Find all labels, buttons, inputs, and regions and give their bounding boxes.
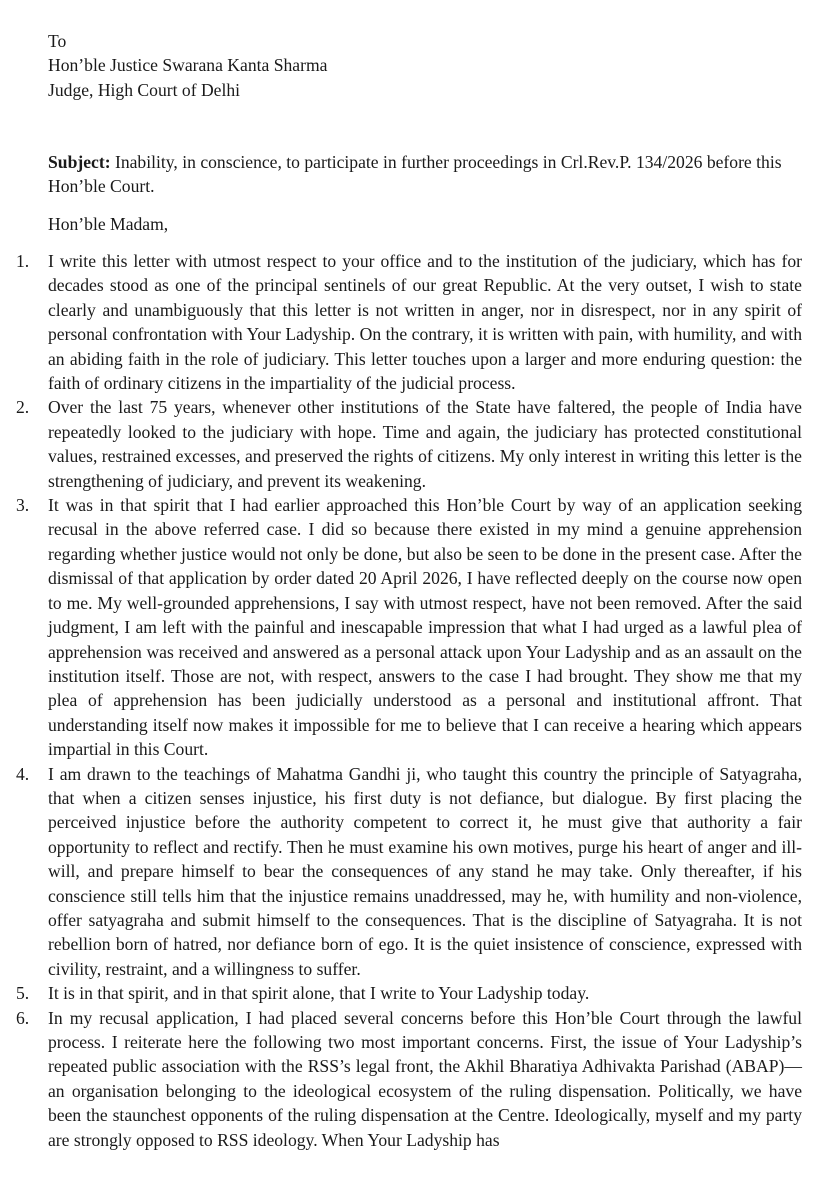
paragraph-text: It was in that spirit that I had earlier approached this Hon’ble Court by way of an application seeking recusal in the above referred case. I did so because there existed in my mind a genuine apprehension regarding whether justice would not only be done, but also be seen to be done in the present case. After the dismissal of that application by order dated 20 April 2026, I have reflected deeply on the course now open to me. My well-grounded apprehensions, I say with utmost respect, have not been removed. After the said judgment, I am left with the painful and inescapable impression that what I had urged as a lawful plea of apprehension was received and answered as a personal attack upon Your Ladyship and as an assault on the institution itself. Those are not, with respect, answers to the case I had brought. They show me that my plea of apprehension has been judicially understood as a personal and institutional affront. That understanding itself now makes it impossible for me to believe that I can receive a hearing which appears impartial in this Court.: [48, 495, 802, 760]
paragraph-number: 2.: [16, 397, 30, 418]
subject-label: Subject:: [48, 152, 111, 172]
paragraph-number: 1.: [16, 251, 30, 271]
paragraph-text: It is in that spirit, and in that spirit alone, that I write to Your Ladyship today.: [48, 983, 590, 1004]
paragraph-6: [0, 1006, 802, 1152]
paragraph-number: 5.: [16, 983, 30, 1004]
salutation: Hon’ble Madam,: [48, 214, 169, 234]
paragraph-1: [0, 249, 802, 395]
paragraph-number: 4.: [16, 763, 30, 784]
paragraph-number: 6.: [16, 1007, 30, 1028]
to-line: To: [48, 31, 67, 51]
subject-text: Inability, in conscience, to participate in further proceedings in Crl.Rev.P. 134/2026 before this Hon’ble Court.: [48, 152, 782, 197]
paragraph-text: I am drawn to the teachings of Mahatma Gandhi ji, who taught this country the principle of Satyagraha, that when a citizen senses injustice, his first duty is not defiance, but dialogue. By first placing the perceived injustice before the authority competent to correct it, he must give that authority a fair opportunity to reflect and rectify. Then he must examine his own motives, purge his heart of anger and ill-will, and prepare himself to bear the consequences of any stand he may take. Only thereafter, if his conscience still tells him that the injustice remains unaddressed, may he, with humility and non-violence, offer satyagraha and submit himself to the consequences. That is the discipline of Satyagraha. It is not rebellion born of hatred, nor defiance born of ego. It is the quiet insistence of conscience, expressed with civility, restraint, and a willingness to suffer.: [48, 763, 802, 979]
paragraph-text: Over the last 75 years, whenever other institutions of the State have faltered, the people of India have repeatedly looked to the judiciary with hope. Time and again, the judiciary has protected constitutional values, restrained excesses, and preserved the rights of citizens. My only interest in writing this letter is the strengthening of judiciary, and prevent its weakening.: [48, 397, 802, 491]
paragraph-text: I write this letter with utmost respect to your office and to the institution of the judiciary, which has for decades stood as one of the principal sentinels of our great Republic. At the very outset, I wish to state clearly and unambiguously that this letter is not written in anger, nor in disrespect, nor in any spirit of personal confrontation with Your Ladyship. On the contrary, it is written with pain, with humility, and with an abiding faith in the role of judiciary. This letter touches upon a larger and more enduring question: the faith of ordinary citizens in the impartiality of the judicial process.: [48, 251, 802, 394]
addressee-designation: Judge, High Court of Delhi: [48, 79, 241, 100]
paragraph-text: In my recusal application, I had placed several concerns before this Hon’ble Court through the lawful process. I reiterate here the following two most important concerns. First, the issue of Your Ladyship’s repeated public association with the RSS’s legal front, the Akhil Bharatiya Adhivakta Parishad (ABAP)—an organisation belonging to the ideological ecosystem of the ruling dispensation. Politically, we have been the staunchest opponents of the ruling dispensation at the Centre. Ideologically, myself and my party are strongly opposed to RSS ideology. When Your Ladyship has: [48, 1007, 802, 1150]
subject-line: [48, 150, 802, 199]
paragraph-number: 3.: [16, 495, 30, 516]
paragraph-4: [0, 762, 802, 982]
numbered-paragraphs: [0, 249, 827, 1152]
paragraph-5: [0, 981, 802, 1005]
addressee-name: Hon’ble Justice Swarana Kanta Sharma: [48, 55, 328, 76]
paragraph-2: [0, 395, 802, 493]
addressee-block: [48, 29, 327, 102]
paragraph-3: [0, 493, 802, 761]
